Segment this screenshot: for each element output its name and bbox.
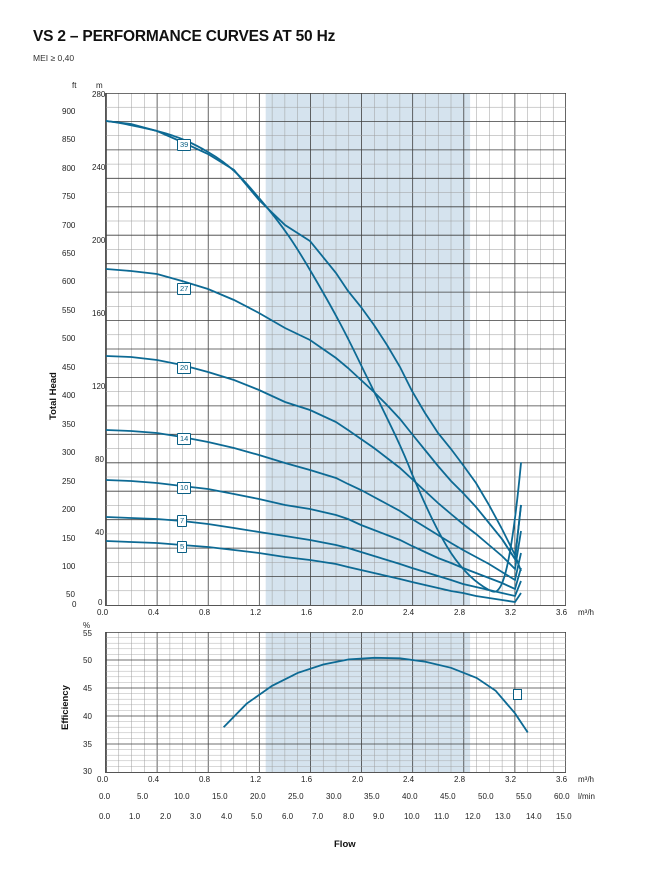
mei-subtitle: MEI ≥ 0,40 xyxy=(33,53,75,63)
lmin-tick-0: 0.0 xyxy=(99,792,111,801)
gpm-tick-14: 14.0 xyxy=(526,812,542,821)
eff-xtick-2.8: 2.8 xyxy=(454,775,466,784)
gpm-tick-1: 1.0 xyxy=(129,812,141,821)
gpm-tick-11: 11.0 xyxy=(434,812,449,821)
gpm-tick-5: 5.0 xyxy=(251,812,263,821)
eff-tick-30: 30 xyxy=(83,767,92,776)
head-tick-ft-400: 400 xyxy=(62,391,76,400)
lmin-tick-10: 10.0 xyxy=(174,792,190,801)
head-xtick-3.2: 3.2 xyxy=(505,608,517,617)
head-tick-m-40: 40 xyxy=(95,528,104,537)
gpm-tick-2: 2.0 xyxy=(160,812,172,821)
eff-xunit-m3h: m³/h xyxy=(578,775,594,784)
curve-label-10: 10 xyxy=(177,482,191,494)
head-tick-ft-250: 250 xyxy=(62,477,76,486)
curve-label-14: 14 xyxy=(177,433,191,445)
curve-label-27: 27 xyxy=(177,283,191,295)
eff-xtick-3.2: 3.2 xyxy=(505,775,517,784)
gpm-tick-12: 12.0 xyxy=(465,812,481,821)
efficiency-chart-plot-area xyxy=(105,632,566,773)
page-title: VS 2 – PERFORMANCE CURVES AT 50 Hz xyxy=(33,28,336,45)
head-tick-ft-200: 200 xyxy=(62,505,76,514)
head-tick-ft-350: 350 xyxy=(62,420,76,429)
gpm-tick-8: 8.0 xyxy=(343,812,355,821)
eff-tick-50: 50 xyxy=(83,656,92,665)
head-xtick-1.2: 1.2 xyxy=(250,608,262,617)
lmin-unit: l/min xyxy=(578,792,595,801)
curve-label-7: 7 xyxy=(177,515,187,527)
head-tick-ft-550: 550 xyxy=(62,306,76,315)
lmin-tick-30: 30.0 xyxy=(326,792,342,801)
eff-xtick-0.8: 0.8 xyxy=(199,775,211,784)
efficiency-chart-svg xyxy=(106,632,566,772)
head-tick-ft-50: 50 xyxy=(66,590,75,599)
head-axis-title: Total Head xyxy=(48,372,59,420)
lmin-tick-45: 45.0 xyxy=(440,792,456,801)
curve-label-39: 39 xyxy=(177,139,191,151)
eff-tick-40: 40 xyxy=(83,712,92,721)
gpm-tick-4: 4.0 xyxy=(221,812,233,821)
gpm-tick-9: 9.0 xyxy=(373,812,385,821)
head-xtick-0.0: 0.0 xyxy=(97,608,109,617)
head-tick-m-80: 80 xyxy=(95,455,104,464)
eff-tick-35: 35 xyxy=(83,740,92,749)
gpm-tick-0: 0.0 xyxy=(99,812,111,821)
head-xunit-m3h: m³/h xyxy=(578,608,594,617)
head-chart-plot-area xyxy=(105,93,566,606)
preferred-range-band-eff xyxy=(266,632,470,772)
lmin-tick-5: 5.0 xyxy=(137,792,149,801)
gpm-tick-3: 3.0 xyxy=(190,812,202,821)
lmin-tick-25: 25.0 xyxy=(288,792,304,801)
head-xtick-0.8: 0.8 xyxy=(199,608,211,617)
eff-marker-box xyxy=(513,689,522,700)
head-tick-ft-800: 800 xyxy=(62,164,76,173)
gpm-tick-15: 15.0 xyxy=(556,812,572,821)
head-tick-m-160: 160 xyxy=(92,309,106,318)
head-chart-svg xyxy=(106,93,566,605)
head-xtick-2.8: 2.8 xyxy=(454,608,466,617)
curve-label-20: 20 xyxy=(177,362,191,374)
head-tick-ft-650: 650 xyxy=(62,249,76,258)
head-tick-ft-850: 850 xyxy=(62,135,76,144)
eff-xtick-0.0: 0.0 xyxy=(97,775,109,784)
gpm-tick-13: 13.0 xyxy=(495,812,511,821)
lmin-tick-55: 55.0 xyxy=(516,792,532,801)
eff-xtick-2.4: 2.4 xyxy=(403,775,415,784)
head-tick-ft-500: 500 xyxy=(62,334,76,343)
unit-label-m: m xyxy=(96,81,103,90)
head-xtick-2.4: 2.4 xyxy=(403,608,415,617)
unit-label-ft: ft xyxy=(72,81,77,90)
eff-tick-45: 45 xyxy=(83,684,92,693)
eff-xtick-1.2: 1.2 xyxy=(250,775,262,784)
head-tick-m-0: 0 xyxy=(98,598,103,607)
curve-label-5: 5 xyxy=(177,541,187,553)
flow-axis-title: Flow xyxy=(334,839,356,850)
eff-xtick-3.6: 3.6 xyxy=(556,775,568,784)
head-tick-ft-100: 100 xyxy=(62,562,76,571)
head-tick-ft-300: 300 xyxy=(62,448,76,457)
head-tick-m-240: 240 xyxy=(92,163,106,172)
efficiency-axis-title: Efficiency xyxy=(60,685,71,730)
lmin-tick-50: 50.0 xyxy=(478,792,494,801)
lmin-tick-40: 40.0 xyxy=(402,792,418,801)
head-tick-m-120: 120 xyxy=(92,382,106,391)
unit-label-pct: % xyxy=(83,621,91,630)
head-tick-ft-0: 0 xyxy=(72,600,77,609)
head-xtick-3.6: 3.6 xyxy=(556,608,568,617)
head-xtick-0.4: 0.4 xyxy=(148,608,160,617)
head-tick-ft-700: 700 xyxy=(62,221,76,230)
head-tick-ft-450: 450 xyxy=(62,363,76,372)
eff-xtick-2.0: 2.0 xyxy=(352,775,364,784)
lmin-tick-20: 20.0 xyxy=(250,792,266,801)
gpm-tick-7: 7.0 xyxy=(312,812,324,821)
eff-xtick-1.6: 1.6 xyxy=(301,775,313,784)
eff-tick-55: 55 xyxy=(83,629,92,638)
head-tick-ft-150: 150 xyxy=(62,534,76,543)
head-tick-ft-900: 900 xyxy=(62,107,76,116)
head-xtick-2.0: 2.0 xyxy=(352,608,364,617)
eff-xtick-0.4: 0.4 xyxy=(148,775,160,784)
head-tick-m-200: 200 xyxy=(92,236,106,245)
gpm-tick-6: 6.0 xyxy=(282,812,294,821)
lmin-tick-60: 60.0 xyxy=(554,792,570,801)
lmin-tick-35: 35.0 xyxy=(364,792,380,801)
gpm-tick-10: 10.0 xyxy=(404,812,420,821)
lmin-tick-15: 15.0 xyxy=(212,792,228,801)
head-xtick-1.6: 1.6 xyxy=(301,608,313,617)
head-tick-ft-600: 600 xyxy=(62,277,76,286)
head-tick-ft-750: 750 xyxy=(62,192,76,201)
head-tick-m-280: 280 xyxy=(92,90,106,99)
